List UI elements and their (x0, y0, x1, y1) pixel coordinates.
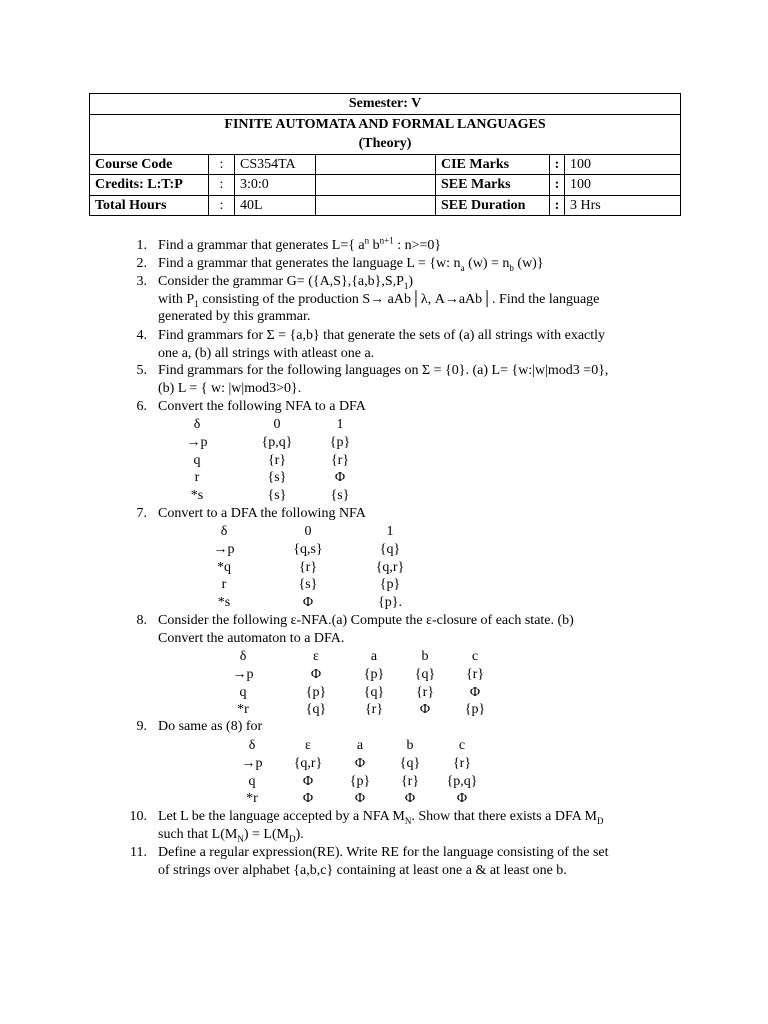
question-number: 10. (129, 809, 147, 824)
table-cell: {q} (379, 541, 401, 557)
table-header-cell: c (458, 738, 466, 753)
question-number: 11. (130, 845, 147, 860)
table-cell: Φ (419, 702, 431, 718)
course-subtitle: (Theory) (90, 134, 681, 154)
semester-label: Semester: V (90, 94, 681, 115)
table-cell: {r} (364, 702, 384, 718)
table-cell: {q,r} (375, 559, 405, 575)
table-cell: {s} (267, 488, 287, 504)
course-title: FINITE AUTOMATA AND FORMAL LANGUAGES (90, 114, 681, 134)
field-label: SEE Marks (436, 175, 550, 196)
table-header-cell: 0 (304, 524, 312, 539)
table-header-cell: δ (248, 738, 256, 753)
table-cell: →p (186, 434, 208, 450)
question-7-text: Convert to a DFA the following NFA (158, 506, 366, 521)
question-8-text: Consider the following ε-NFA.(a) Compute the ε-closure of each state. (b) Convert the automaton to a DFA. (158, 613, 574, 646)
table-cell: {r} (267, 452, 287, 468)
table-cell: Φ (456, 791, 468, 807)
question-5-text: Find grammars for the following languages on Σ = {0}. (a) L= {w:|w|mod3 =0}, (b) L = { w: |w|mod3>0}. (158, 363, 609, 396)
table-cell: {q} (363, 684, 385, 700)
question-number: 2. (136, 256, 147, 271)
table-header-cell: b (406, 738, 414, 753)
table-cell: Φ (354, 791, 366, 807)
table-header-cell: δ (239, 649, 247, 664)
table-cell: Φ (302, 773, 314, 789)
table-header-cell: 1 (386, 524, 394, 539)
table-cell: {p} (363, 666, 385, 682)
table-cell: Φ (302, 791, 314, 807)
table-cell: {p}. (378, 595, 402, 611)
table-cell: {p,q} (261, 434, 293, 450)
table-cell: {r} (400, 773, 420, 789)
table-header-cell: a (370, 649, 378, 664)
table-cell: {p} (464, 702, 486, 718)
table-cell: Φ (469, 684, 481, 700)
question-number: 1. (136, 238, 147, 253)
table-cell: {s} (298, 577, 318, 593)
table-cell: {q} (399, 755, 421, 771)
table-cell: q (193, 452, 201, 468)
field-value: 3:0:0 (235, 175, 316, 196)
header-row (90, 154, 681, 175)
field-value: CS354TA (235, 154, 316, 175)
header-row (90, 195, 681, 216)
table-cell: {p} (305, 684, 327, 700)
field-value: 100 (565, 175, 681, 196)
table-cell: r (194, 470, 200, 486)
question-number: 7. (136, 506, 147, 521)
table-cell: {r} (452, 755, 472, 771)
table-cell: q (239, 684, 247, 700)
table-cell: {q} (305, 702, 327, 718)
table-cell: {r} (330, 452, 350, 468)
table-cell: Φ (302, 595, 314, 611)
table-cell: Φ (354, 755, 366, 771)
table-header-cell: δ (220, 524, 228, 539)
question-number: 9. (136, 719, 147, 734)
table-header-cell: ε (313, 649, 319, 664)
table-cell: {q} (414, 666, 436, 682)
table-cell: Φ (310, 666, 322, 682)
field-separator: : (550, 154, 565, 175)
field-separator: : (550, 195, 565, 216)
table-header-cell: 0 (273, 417, 281, 432)
table-cell: →p (213, 541, 235, 557)
field-separator: : (209, 154, 235, 175)
question-number: 4. (136, 328, 147, 343)
header-row (90, 175, 681, 196)
question-11-text: Define a regular expression(RE). Write RE for the language consisting of the set of strings over alphabet {a,b,c} containing at least one a & at least one b. (158, 845, 609, 878)
question-9-text: Do same as (8) for (158, 719, 263, 734)
question-3-text: Consider the grammar $G= (\{A,S\},\{a,b\},S,P_1)$ with $P_1$ consisting of the production S→ aAb│λ, A→aAb│. Find the language generated by this grammar. (158, 274, 600, 324)
table-cell: {p} (349, 773, 371, 789)
table-cell: →p (232, 666, 254, 682)
question-number: 3. (136, 274, 147, 289)
field-value: 3 Hrs (565, 195, 681, 216)
table-cell: *r (246, 791, 258, 807)
field-separator: : (209, 195, 235, 216)
field-label: Course Code (90, 154, 209, 175)
table-cell: *s (217, 595, 231, 611)
table-cell: Φ (404, 791, 416, 807)
field-separator: : (209, 175, 235, 196)
field-separator: : (550, 175, 565, 196)
table-cell: q (248, 773, 256, 789)
table-cell: {p} (379, 577, 401, 593)
table-cell: {p} (329, 434, 351, 450)
field-label: SEE Duration (436, 195, 550, 216)
table-header-cell: a (356, 738, 364, 753)
question-1-text: Find a grammar that generates L={ $a^n$ $b^{n+1}$ : n>=0} (158, 235, 442, 253)
question-6-text: Convert the following NFA to a DFA (158, 399, 366, 414)
table-cell: {s} (267, 470, 287, 486)
table-cell: *r (237, 702, 249, 718)
question-number: 6. (136, 399, 147, 414)
table-cell: {p,q} (446, 773, 478, 789)
table-cell: *q (217, 559, 231, 575)
table-cell: {s} (330, 488, 350, 504)
question-2-text: Find a grammar that generates the language L = {w: $n_a$ $(w) = n_b$ (w)} (158, 256, 544, 273)
table-cell: →p (241, 755, 263, 771)
table-header-cell: 1 (336, 417, 344, 432)
table-cell: {r} (298, 559, 318, 575)
table-cell: {r} (465, 666, 485, 682)
question-number: 8. (136, 613, 147, 628)
question-4-text: Find grammars for Σ = {a,b} that generate the sets of (a) all strings with exactly one a, (b) all strings with atleast one a. (158, 328, 606, 361)
table-header-cell: c (471, 649, 479, 664)
course-header-table (89, 93, 681, 216)
table-cell: *s (190, 488, 204, 504)
field-value: 100 (565, 154, 681, 175)
table-header-cell: δ (193, 417, 201, 432)
field-label: Total Hours (90, 195, 209, 216)
field-label: CIE Marks (436, 154, 550, 175)
field-value: 40L (235, 195, 316, 216)
table-header-cell: b (421, 649, 429, 664)
empty-cell (316, 175, 436, 196)
table-cell: r (221, 577, 227, 593)
field-label: Credits: L:T:P (90, 175, 209, 196)
empty-cell (316, 195, 436, 216)
table-cell: {q,s} (293, 541, 323, 557)
table-cell: {q,r} (293, 755, 323, 771)
empty-cell (316, 154, 436, 175)
table-cell: Φ (334, 470, 346, 486)
question-10-text: Let L be the language accepted by a NFA $M_N$. Show that there exists a DFA $M_D$ such that $L(M_N) = L(M_D)$. (158, 809, 604, 844)
question-number: 5. (136, 363, 147, 378)
table-header-cell: ε (305, 738, 311, 753)
table-cell: {r} (415, 684, 435, 700)
